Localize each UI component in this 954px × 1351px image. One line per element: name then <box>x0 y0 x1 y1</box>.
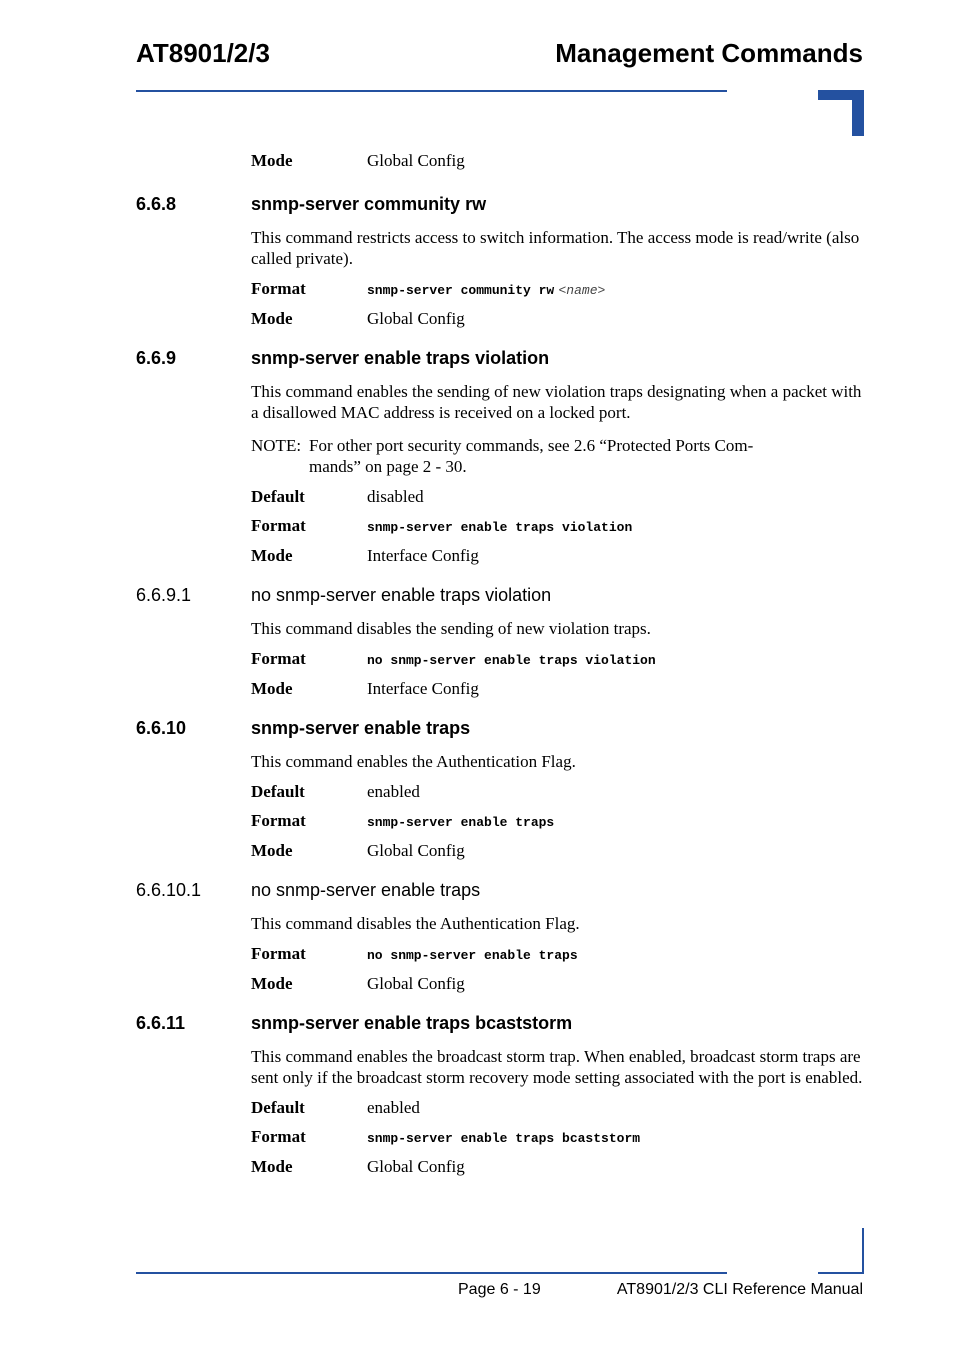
section-heading <box>136 716 864 740</box>
section-heading <box>136 192 864 216</box>
mode-label: Mode <box>251 546 293 565</box>
mode-label: Mode <box>251 679 293 698</box>
mode-row <box>251 973 864 995</box>
section-number: 6.6.10.1 <box>136 880 202 900</box>
format-row <box>251 1126 864 1150</box>
default-label: Default <box>251 782 305 801</box>
corner-bracket-top <box>818 90 864 136</box>
section-heading <box>136 346 864 370</box>
mode-label: Mode <box>251 974 293 993</box>
mode-row <box>251 678 864 700</box>
mode-row <box>251 545 864 567</box>
format-label: Format <box>251 649 306 668</box>
section-description: This command enables the Authentication Flag. <box>251 752 576 771</box>
header-title-left: AT8901/2/3 <box>136 38 270 68</box>
default-value: disabled <box>367 487 424 506</box>
section-title: snmp-server community rw <box>251 194 487 214</box>
section-description: This command enables the broadcast storm trap. When enabled, broadcast storm traps are sent only if the broadcast storm recovery mode setting associated with the port is enabled. <box>251 1047 863 1087</box>
section-heading <box>136 1011 864 1035</box>
default-value: enabled <box>367 1098 420 1117</box>
mode-value: Global Config <box>367 1157 465 1176</box>
note-text-line2: mands” on page 2 - 30. <box>309 457 467 476</box>
mode-value: Interface Config <box>367 546 479 565</box>
format-label: Format <box>251 811 306 830</box>
section-description: This command restricts access to switch information. The access mode is read/write (also called private). <box>251 228 860 268</box>
mode-value: Interface Config <box>367 679 479 698</box>
top-mode-row <box>251 150 864 172</box>
footer-manual-title: AT8901/2/3 CLI Reference Manual <box>616 1281 863 1298</box>
subsection-heading <box>136 878 864 902</box>
section-number: 6.6.9.1 <box>136 585 192 605</box>
section-number: 6.6.8 <box>136 194 177 214</box>
section-title: snmp-server enable traps bcaststorm <box>251 1013 573 1033</box>
section-description: This command disables the Authentication Flag. <box>251 914 580 933</box>
corner-bracket-bottom <box>862 1228 864 1274</box>
default-row <box>251 486 864 508</box>
default-row <box>251 781 864 803</box>
format-command: snmp-server enable traps violation <box>367 520 633 535</box>
mode-row <box>251 308 864 330</box>
mode-row <box>251 1156 864 1178</box>
default-value: enabled <box>367 782 420 801</box>
format-command: snmp-server enable traps bcaststorm <box>367 1131 641 1146</box>
mode-value: Global Config <box>367 151 465 170</box>
format-command: no snmp-server enable traps <box>367 948 578 963</box>
mode-label: Mode <box>251 151 293 170</box>
format-command: no snmp-server enable traps violation <box>367 653 656 668</box>
default-row <box>251 1097 864 1119</box>
format-row <box>251 810 864 834</box>
note-text-line1: For other port security commands, see 2.6 “Protected Ports Com- <box>309 436 754 455</box>
format-command: snmp-server enable traps <box>367 815 555 830</box>
section-description: This command enables the sending of new violation traps designating when a packet with a disallowed MAC address is received on a locked port. <box>251 382 862 422</box>
section-number: 6.6.9 <box>136 348 177 368</box>
footer-page-number: Page 6 - 19 <box>458 1281 541 1298</box>
mode-value: Global Config <box>367 974 465 993</box>
mode-label: Mode <box>251 1157 293 1176</box>
section-description: This command disables the sending of new violation traps. <box>251 619 651 638</box>
format-row <box>251 515 864 539</box>
mode-value: Global Config <box>367 309 465 328</box>
section-title: no snmp-server enable traps <box>251 880 481 900</box>
page-content <box>136 150 864 1178</box>
footer-rule-right <box>818 1272 864 1274</box>
mode-label: Mode <box>251 309 293 328</box>
header-rule <box>136 90 727 92</box>
section-title: snmp-server enable traps violation <box>251 348 550 368</box>
format-row <box>251 943 864 967</box>
note <box>251 435 864 477</box>
format-label: Format <box>251 944 306 963</box>
mode-label: Mode <box>251 841 293 860</box>
format-parameter: <name> <box>558 283 606 298</box>
format-label: Format <box>251 516 306 535</box>
footer-rule <box>136 1272 727 1274</box>
default-label: Default <box>251 487 305 506</box>
subsection-heading <box>136 583 864 607</box>
format-row <box>251 278 864 302</box>
corner-bracket-top-vertical <box>852 90 864 136</box>
section-number: 6.6.11 <box>136 1013 186 1033</box>
header-title-right: Management Commands <box>555 38 863 68</box>
section-number: 6.6.10 <box>136 718 187 738</box>
section-title: no snmp-server enable traps violation <box>251 585 552 605</box>
default-label: Default <box>251 1098 305 1117</box>
section-title: snmp-server enable traps <box>251 718 471 738</box>
format-label: Format <box>251 1127 306 1146</box>
mode-value: Global Config <box>367 841 465 860</box>
format-command: snmp-server community rw <box>367 283 555 298</box>
mode-row <box>251 840 864 862</box>
note-label: NOTE: <box>251 436 302 455</box>
format-label: Format <box>251 279 306 298</box>
format-row <box>251 648 864 672</box>
